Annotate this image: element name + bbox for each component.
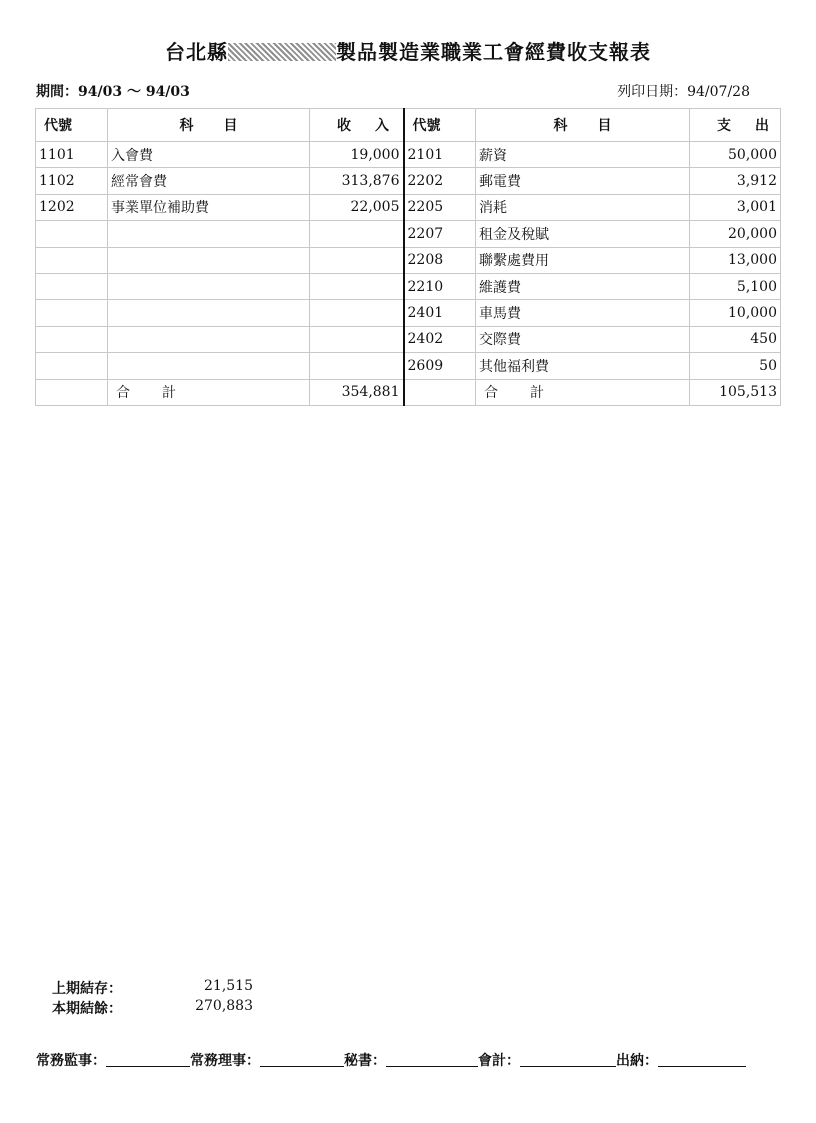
income-amount (310, 326, 404, 352)
income-item (108, 247, 310, 273)
table-row (36, 353, 781, 379)
income-amount (310, 273, 404, 299)
income-code (36, 247, 108, 273)
income-item: 經常會費 (108, 168, 310, 194)
expense-amount: 5,100 (690, 273, 781, 299)
income-total-label: 合計 (108, 379, 310, 405)
table-body (36, 142, 781, 380)
expense-code: 2210 (404, 273, 476, 299)
income-item: 入會費 (108, 142, 310, 168)
table-row (36, 273, 781, 299)
previous-balance-value: 21,515 (204, 978, 253, 994)
income-item (108, 273, 310, 299)
table-row (36, 221, 781, 247)
report-period: 期間：94/03 ～ 94/03 (36, 84, 190, 100)
expense-code: 2401 (404, 300, 476, 326)
income-total: 354,881 (310, 379, 404, 405)
income-amount (310, 353, 404, 379)
expense-code: 2207 (404, 221, 476, 247)
expense-item: 郵電費 (476, 168, 690, 194)
expense-item: 租金及稅賦 (476, 221, 690, 247)
expense-total: 105,513 (690, 379, 781, 405)
cashier-label: 出納： (616, 1053, 658, 1069)
header-income: 收入 (310, 109, 404, 142)
director-signature-blank (260, 1052, 344, 1067)
expense-amount: 13,000 (690, 247, 781, 273)
signature-line (36, 1050, 746, 1070)
income-code (36, 300, 108, 326)
expense-code: 2205 (404, 194, 476, 220)
print-date: 列印日期：94/07/28 (617, 84, 750, 100)
table-row (36, 326, 781, 352)
secretary-signature-blank (386, 1052, 478, 1067)
current-balance-value: 270,883 (195, 998, 253, 1014)
expense-code: 2101 (404, 142, 476, 168)
header-code-right: 代號 (404, 109, 476, 142)
income-code: 1101 (36, 142, 108, 168)
expense-amount: 3,912 (690, 168, 781, 194)
title-suffix: 製品製造業職業工會經費收支報表 (336, 40, 651, 64)
expense-item: 其他福利費 (476, 353, 690, 379)
expense-amount: 50 (690, 353, 781, 379)
expense-amount: 3,001 (690, 194, 781, 220)
expense-amount: 450 (690, 326, 781, 352)
income-code (36, 353, 108, 379)
income-item: 事業單位補助費 (108, 194, 310, 220)
supervisor-label: 常務監事： (36, 1053, 106, 1069)
income-amount: 313,876 (310, 168, 404, 194)
income-amount: 22,005 (310, 194, 404, 220)
expense-total-label: 合計 (476, 379, 690, 405)
income-item (108, 300, 310, 326)
income-code: 1202 (36, 194, 108, 220)
current-balance-label: 本期結餘： (52, 1001, 122, 1017)
income-amount: 19,000 (310, 142, 404, 168)
expense-code: 2208 (404, 247, 476, 273)
income-item (108, 326, 310, 352)
previous-balance-label: 上期結存： (52, 981, 122, 997)
income-expense-table-wrapper (35, 108, 793, 406)
report-title (0, 36, 816, 65)
expense-item: 消耗 (476, 194, 690, 220)
income-item (108, 221, 310, 247)
table-row (36, 194, 781, 220)
cashier-signature-blank (658, 1052, 746, 1067)
income-code (36, 326, 108, 352)
expense-code: 2609 (404, 353, 476, 379)
supervisor-signature-blank (106, 1052, 190, 1067)
expense-item: 交際費 (476, 326, 690, 352)
expense-code: 2402 (404, 326, 476, 352)
director-label: 常務理事： (190, 1053, 260, 1069)
accountant-signature-blank (520, 1052, 616, 1067)
totals-empty-code-left (36, 379, 108, 405)
expense-amount: 20,000 (690, 221, 781, 247)
income-code (36, 273, 108, 299)
income-code (36, 221, 108, 247)
expense-amount: 50,000 (690, 142, 781, 168)
table-row (36, 168, 781, 194)
header-item-left: 科目 (108, 109, 310, 142)
table-row (36, 142, 781, 168)
header-item-right: 科目 (476, 109, 690, 142)
header-expense: 支出 (690, 109, 781, 142)
secretary-label: 秘書： (344, 1053, 386, 1069)
income-item (108, 353, 310, 379)
expense-item: 薪資 (476, 142, 690, 168)
table-row (36, 300, 781, 326)
table-row (36, 247, 781, 273)
title-prefix: 台北縣 (165, 40, 228, 64)
expense-item: 維護費 (476, 273, 690, 299)
expense-code: 2202 (404, 168, 476, 194)
expense-item: 車馬費 (476, 300, 690, 326)
header-code-left: 代號 (36, 109, 108, 142)
income-code: 1102 (36, 168, 108, 194)
income-amount (310, 300, 404, 326)
accountant-label: 會計： (478, 1053, 520, 1069)
income-amount (310, 247, 404, 273)
expense-amount: 10,000 (690, 300, 781, 326)
totals-row (36, 379, 781, 405)
expense-item: 聯繫處費用 (476, 247, 690, 273)
redacted-name-block (228, 43, 336, 61)
table-header-row (36, 109, 781, 142)
totals-empty-code-right (404, 379, 476, 405)
income-expense-table (35, 108, 793, 406)
income-amount (310, 221, 404, 247)
